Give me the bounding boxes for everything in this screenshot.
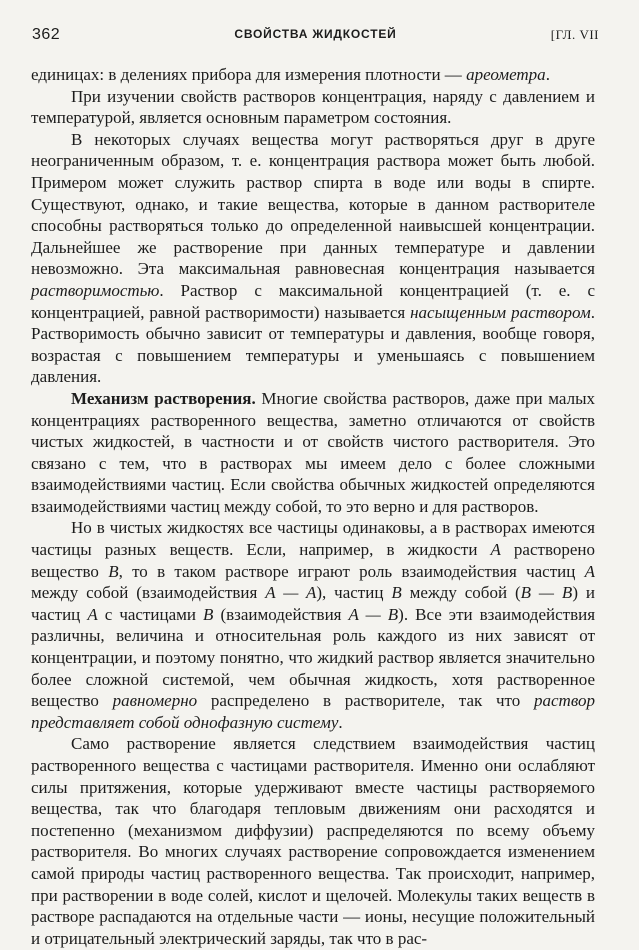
- paragraph: [31, 733, 595, 949]
- chapter-marker: [ГЛ. VII: [550, 27, 599, 42]
- paragraph: [31, 64, 595, 86]
- text-run: (взаимодействия: [213, 604, 349, 624]
- text-run: ), частиц: [316, 583, 392, 603]
- text-run: . Раствор с максимальной концентрацией (т. е. с концентрацией, равной растворимости) называется: [31, 280, 595, 322]
- text-run: между собой (: [401, 583, 521, 603]
- emphasis-italic: ареометра: [466, 65, 546, 84]
- text-run: ). Все эти взаимодействия различны, величина и относительная роль каждого из них зависят от концентрации, и поэтому понятно, что жидкий раствор является значительно более сложной системой, чем обычная жидкость, хотя растворенное вещество: [31, 604, 596, 711]
- text-run: между собой (взаимодействия: [31, 583, 266, 603]
- running-title: СВОЙСТВА ЖИДКОСТЕЙ: [234, 27, 397, 41]
- emphasis-italic: B: [391, 583, 402, 603]
- text-run: распределено в растворителе, так что: [197, 691, 535, 711]
- text-run: При изучении свойств растворов концентрация, наряду с давлением и температурой, является основным параметром состояния.: [31, 86, 595, 128]
- paragraph: [31, 86, 595, 129]
- text-run: Многие свойства растворов, даже при малых концентрациях растворенного вещества, заметно отличаются от свойств чистых жидкостей, в частности и от свойств чистого растворителя. Это связано с тем, что в растворах мы имеем дело с более сложными взаимодействиями частиц. Если свойства обычных жидкостей определяются взаимодействиями частиц между собой, то это верно и для растворов.: [31, 388, 595, 516]
- emphasis-italic: A: [490, 540, 501, 560]
- text-run: В некоторых случаях вещества могут растворяться друг в друге неограниченным образом, т. е. концентрация раствора может быть любой. Примером может служить раствор спирта в воде или воды в спирте. Существуют, однако, и такие вещества, которые в данном растворителе способны растворяться только до определенной наивысшей концентрации. Дальнейшее же растворение при данных температуре и давлении невозможно. Эта максимальная равновесная концентрация называется: [31, 129, 595, 279]
- body-text: [31, 64, 595, 949]
- page-number: 362: [32, 26, 61, 43]
- text-run: единицах: в делениях прибора для измерения плотности —: [31, 65, 467, 84]
- text-run: .: [545, 65, 550, 84]
- text-run: с частицами: [97, 604, 204, 624]
- emphasis-italic: насыщенным раствором: [410, 302, 591, 322]
- text-run: Само растворение является следствием взаимодействия частиц растворенного вещества с частицами растворителя. Именно они ослабляют силы притяжения, которые удерживают вместе частицы растворяемого вещества, так что благодаря тепловым движениям они расходятся и постепенно (механизмом диффузии) распределяются по всему объему растворителя. Во многих случаях растворение сопровождается изменением самой природы частиц растворенного вещества. Так происходит, например, при растворении в воде солей, кислот и щелочей. Молекулы таких веществ в растворе распадаются на отдельные части — ионы, несущие положительный и отрицательный электрический заряды, так что в рас-: [31, 734, 595, 948]
- emphasis-italic: A: [584, 561, 595, 581]
- emphasis-italic: растворимостью: [31, 280, 160, 300]
- emphasis-italic: A: [87, 604, 98, 624]
- paragraph: [31, 388, 595, 518]
- text-run: .: [338, 712, 343, 732]
- emphasis-italic: A — A: [265, 583, 317, 603]
- emphasis-italic: B: [108, 561, 119, 581]
- emphasis-italic: раствор представляет собой однофазную систему: [31, 691, 595, 732]
- text-run: ) и частиц: [31, 583, 595, 624]
- text-run: Но в чистых жидкостях все частицы одинаковы, а в растворах имеются частицы разных веществ. Если, например, в жидкости: [31, 518, 595, 560]
- text-run: , то в таком растворе играют роль взаимодействия частиц: [118, 561, 585, 581]
- section-run-in-heading: Механизм растворения.: [71, 388, 256, 408]
- page-header: [32, 26, 599, 48]
- emphasis-italic: B: [203, 604, 214, 624]
- text-run: растворено вещество: [31, 540, 596, 581]
- paragraph: [31, 129, 595, 388]
- paragraph: [31, 517, 595, 733]
- emphasis-italic: B — B: [520, 583, 573, 603]
- emphasis-italic: равномерно: [112, 691, 198, 711]
- emphasis-italic: A — B: [348, 604, 399, 624]
- text-run: . Растворимость обычно зависит от температуры и давления, вообще говоря, возрастая с повышением температуры и уменьшаясь с повышением давления.: [31, 302, 596, 387]
